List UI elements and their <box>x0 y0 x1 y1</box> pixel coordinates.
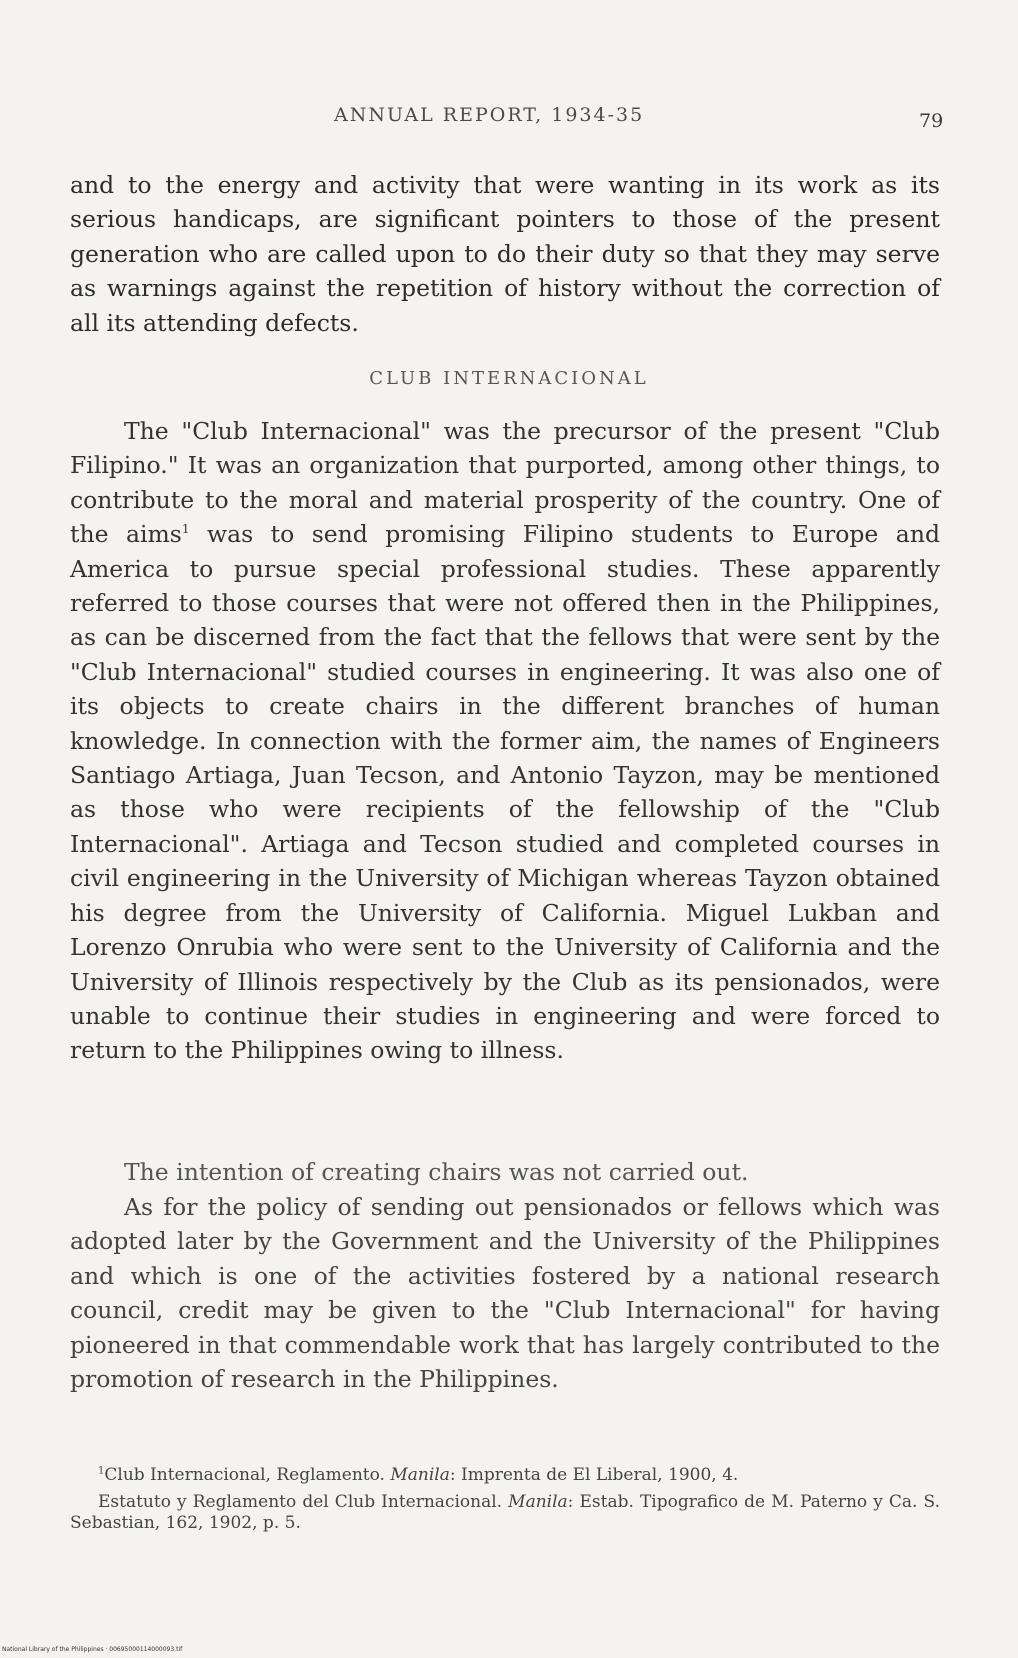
footnote-place: Manila <box>508 1492 568 1512</box>
footnote-reference: 1 <box>181 522 190 537</box>
footnote-2 <box>70 1492 940 1534</box>
paragraph-continuation: and to the energy and activity that were wanting in its work as its serious handicaps, are significant pointers to those of the present generation who are called upon to do their duty so that they may serve as warnings against the repetition of history without the correction of all its attending defects. <box>70 171 940 337</box>
footnote-text: Club Internacional, Reglamento. <box>104 1465 391 1485</box>
footnote-text: Estatuto y Reglamento del Club Internacional. <box>98 1492 509 1512</box>
footnote-text: : Imprenta de El Liberal, 1900, 4. <box>449 1465 739 1485</box>
paragraph-pensionados: As for the policy of sending out pensionados or fellows which was adopted later by the Government and the University of the Philippines and which is one of the activities fostered by a national research council, credit may be given to the "Club Internacional" for having pioneered in that commendable work that has largely contributed to the promotion of research in the Philippines. <box>70 1193 940 1394</box>
archive-stamp: National Library of the Philippines · 00695000114000093.tif <box>2 1646 183 1653</box>
footnotes <box>70 1465 940 1540</box>
paragraph-text-part: The "Club Internacional" was the precursor of the present "Club Filipino." It was an organization that purported, among other things, to contribute to the moral and material prosperity of the country. One of the aims <box>70 417 940 549</box>
footnote-marker: 1 <box>98 1465 105 1477</box>
section-heading: CLUB INTERNACIONAL <box>369 368 649 389</box>
running-title: ANNUAL REPORT, 1934-35 <box>334 104 645 126</box>
footnote-text: : Estab. Tipografico de M. Paterno y Ca. S. Sebastian, 162, 1902, p. 5. <box>70 1492 940 1533</box>
paragraph-chairs: The intention of creating chairs was not carried out. <box>124 1158 749 1186</box>
running-header <box>0 104 1018 134</box>
page-number: 79 <box>919 110 944 132</box>
footnote-place: Manila <box>390 1465 450 1485</box>
footnote-1 <box>70 1465 940 1486</box>
paragraph-club-internacional <box>70 414 940 1068</box>
paragraph-text-part: was to send promising Filipino students to Europe and America to pursue special professional studies. These apparently referred to those courses that were not offered then in the Philippines, as can be discerned from the fact that the fellows that were sent by the "Club Internacional" studied courses in engineering. It was also one of its objects to create chairs in the different branches of human knowledge. In connection with the former aim, the names of Engineers Santiago Artiaga, Juan Tecson, and Antonio Tayzon, may be mentioned as those who were recipients of the fellowship of the "Club Internacional". Artiaga and Tecson studied and completed courses in civil engineering in the University of Michigan whereas Tayzon obtained his degree from the University of California. Miguel Lukban and Lorenzo Onrubia who were sent to the University of California and the University of Illinois respectively by the Club as its pensionados, were unable to continue their studies in engineering and were forced to return to the Philippines owing to illness. <box>70 520 940 1065</box>
